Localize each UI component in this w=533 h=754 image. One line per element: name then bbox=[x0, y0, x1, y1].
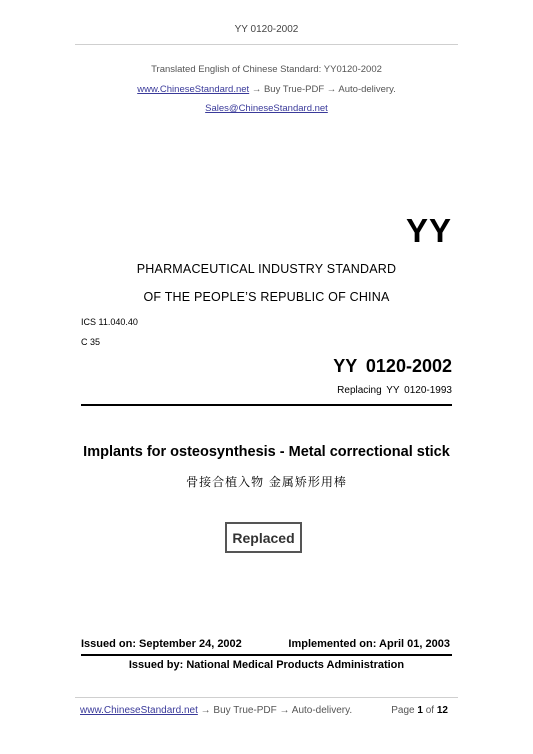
standard-number: YY 0120-2002 bbox=[333, 356, 452, 376]
running-header: YY 0120-2002 bbox=[234, 24, 299, 35]
standard-logo: YY bbox=[405, 212, 452, 249]
page-current: 1 bbox=[417, 705, 423, 716]
header-divider bbox=[75, 44, 458, 45]
implemented-date: Implemented on: April 01, 2003 bbox=[288, 638, 450, 650]
dates-divider bbox=[81, 654, 452, 656]
ccs-code: C 35 bbox=[81, 337, 101, 347]
page-of: of bbox=[425, 705, 435, 716]
title-divider bbox=[81, 404, 452, 406]
replacing-standard: Replacing YY 0120-1993 bbox=[337, 385, 452, 396]
page-indicator bbox=[391, 705, 448, 716]
status-badge: Replaced bbox=[225, 522, 302, 553]
sales-email-link[interactable]: Sales@ChineseStandard.net bbox=[205, 103, 328, 114]
page-total: 12 bbox=[436, 705, 448, 716]
page-label: Page bbox=[391, 705, 415, 716]
email-line bbox=[0, 103, 533, 114]
issuing-authority: Issued by: National Medical Products Administration bbox=[128, 659, 405, 671]
ics-code: ICS 11.040.40 bbox=[81, 317, 138, 327]
industry-standard-line2: OF THE PEOPLE’S REPUBLIC OF CHINA bbox=[143, 290, 390, 304]
purchase-notice bbox=[0, 84, 533, 95]
industry-standard-line1: PHARMACEUTICAL INDUSTRY STANDARD bbox=[136, 262, 397, 276]
footer-divider bbox=[75, 697, 458, 698]
footer-buy-text: → Buy True-PDF → Auto-delivery. bbox=[197, 705, 353, 716]
buy-text: → Buy True-PDF → Auto-delivery. bbox=[249, 84, 396, 95]
footer-purchase bbox=[80, 705, 352, 716]
document-title-chinese: 骨接合植入物 金属矫形用棒 bbox=[186, 475, 347, 489]
issued-date: Issued on: September 24, 2002 bbox=[81, 638, 242, 650]
footer-site-link[interactable]: www.ChineseStandard.net bbox=[80, 705, 198, 716]
document-title: Implants for osteosynthesis - Metal correctional stick bbox=[83, 444, 450, 460]
translation-notice: Translated English of Chinese Standard: YY0120-2002 bbox=[151, 64, 382, 75]
site-link[interactable]: www.ChineseStandard.net bbox=[137, 84, 250, 95]
